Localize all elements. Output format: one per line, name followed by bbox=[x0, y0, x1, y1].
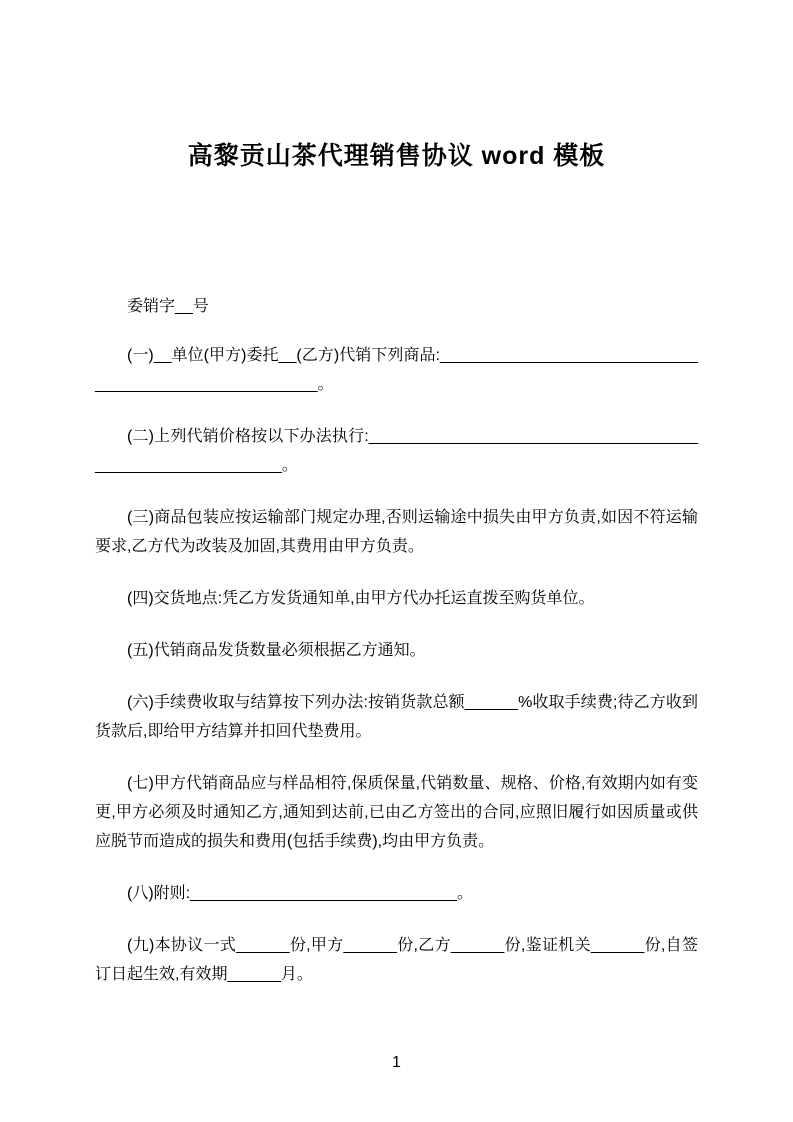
clause-8: (八)附则:______________________________。 bbox=[127, 885, 474, 902]
clause-1: (一)__单位(甲方)委托__(乙方)代销下列商品:______________________________________________________。 bbox=[95, 347, 698, 393]
clause-3: (三)商品包装应按运输部门规定办理,否则运输途中损失由甲方负责,如因不符运输要求,乙方代为改装及加固,其费用由甲方负责。 bbox=[95, 509, 698, 555]
clause-4: (四)交货地点:凭乙方发货通知单,由甲方代办托运直拨至购货单位。 bbox=[127, 590, 595, 607]
clause-2: (二)上列代销价格按以下办法执行:__________________________________________________________。 bbox=[95, 428, 698, 474]
clause-6: (六)手续费收取与结算按下列办法:按销货款总额______%收取手续费;待乙方收到货款后,即给甲方结算并扣回代垫费用。 bbox=[95, 694, 698, 740]
clause-5: (五)代销商品发货数量必须根据乙方通知。 bbox=[127, 642, 426, 659]
clause-9: (九)本协议一式______份,甲方______份,乙方______份,鉴证机关______份,自签订日起生效,有效期______月。 bbox=[95, 937, 698, 983]
doc-number-line: 委销字__号 bbox=[127, 298, 209, 315]
document-title: 高黎贡山茶代理销售协议 word 模板 bbox=[187, 142, 606, 170]
page-number: 1 bbox=[392, 1054, 401, 1071]
clause-7: (七)甲方代销商品应与样品相符,保质保量,代销数量、规格、价格,有效期内如有变更,甲方必须及时通知乙方,通知到达前,已由乙方签出的合同,应照旧履行如因质量或供应脱节而造成的损失和费用(包括手续费),均由甲方负责。 bbox=[95, 775, 698, 850]
